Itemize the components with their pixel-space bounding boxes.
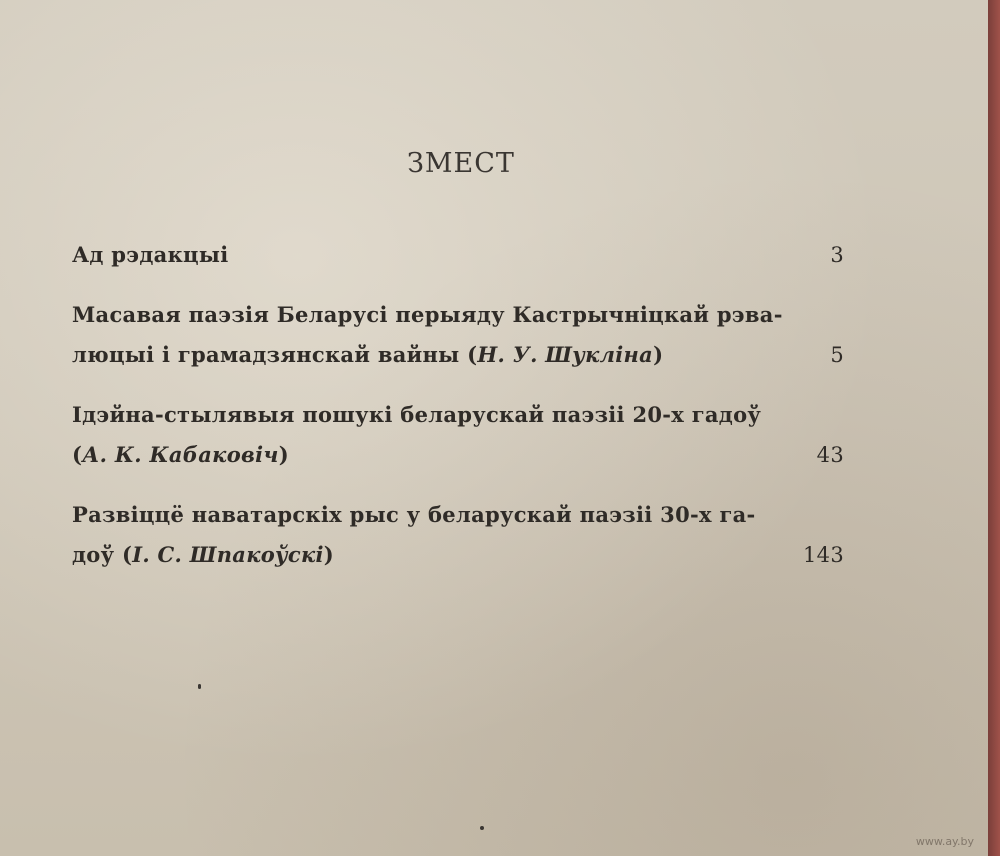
toc-entry-title: Развіццё наватарскіх рыс у беларускай паэзіі 30-х га- (72, 502, 756, 527)
watermark: www.ay.by (915, 835, 974, 848)
toc-entry-title: Ад рэдакцыі (72, 242, 229, 267)
toc-entry-author: А. К. Кабаковіч (82, 442, 279, 467)
ink-speck (198, 684, 201, 689)
toc-page-number: 5 (830, 343, 844, 367)
toc-entry-title: Масавая паэзія Беларусі перыяду Кастрычніцкай рэва- (72, 302, 783, 327)
toc-entry-title-continued: доў (І. С. Шпакоўскі) (72, 542, 334, 567)
toc-entry-author: Н. У. Шукліна (477, 342, 654, 367)
toc-entry-editorial (72, 235, 852, 275)
toc-entry-title: Ідэйна-стылявыя пошукі беларускай паэзіі 20-х гадоў (72, 402, 762, 427)
toc-entry-innovative-features (72, 495, 852, 575)
toc-entry-ideological-search (72, 395, 852, 475)
table-of-contents (72, 235, 852, 595)
toc-entry-title-continued: (А. К. Кабаковіч) (72, 442, 289, 467)
ink-speck (480, 826, 484, 830)
toc-entry-title-continued: люцыі і грамадзянскай вайны (Н. У. Шукліна) (72, 342, 664, 367)
contents-heading: ЗМЕСТ (407, 148, 515, 179)
toc-page-number: 3 (830, 243, 844, 267)
toc-page-number: 43 (816, 443, 844, 467)
toc-entry-author: І. С. Шпакоўскі (132, 542, 324, 567)
toc-entry-mass-poetry (72, 295, 852, 375)
toc-page-number: 143 (803, 543, 844, 567)
cover-edge (988, 0, 1000, 856)
